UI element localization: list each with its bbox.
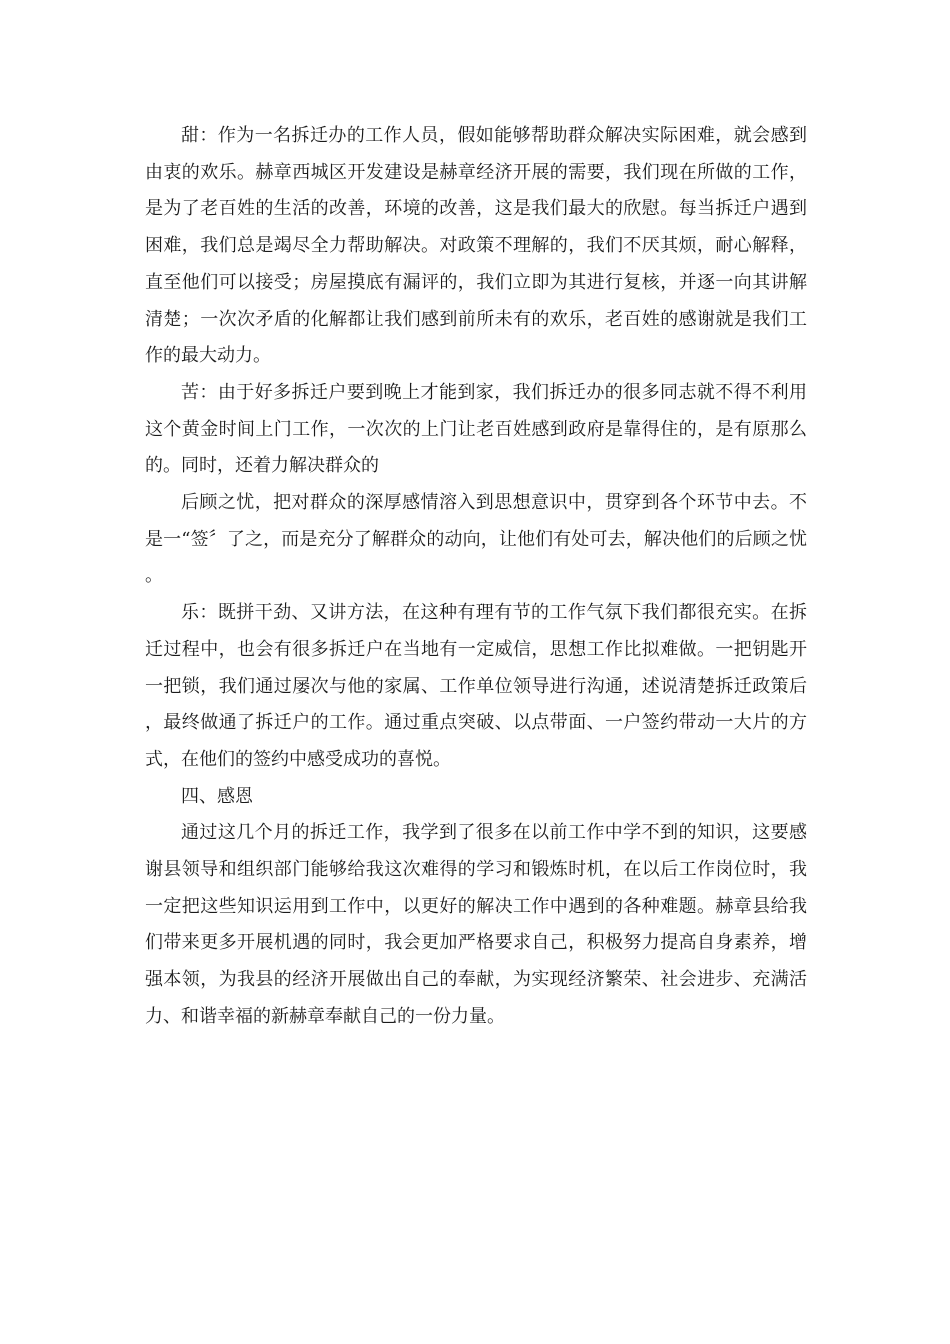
section-heading-gratitude: 四、感恩	[181, 785, 253, 807]
paragraph-bitter: 苦：由于好多拆迁户要到晚上才能到家，我们拆迁办的很多同志就不得不利用这个黄金时间上门工作，一次次的上门让老百姓感到政府是靠得住的，是有原那么的。同时，还着力解决群众的	[145, 381, 807, 477]
paragraph-gratitude: 通过这几个月的拆迁工作，我学到了很多在以前工作中学不到的知识，这要感谢县领导和组织部门能够给我这次难得的学习和锻炼时机，在以后工作岗位时，我一定把这些知识运用到工作中，以更好的解决工作中遇到的各种难题。赫章县给我们带来更多开展机遇的同时，我会更加严格要求自己，积极努力提高自身素养，增强本领，为我县的经济开展做出自己的奉献，为实现经济繁荣、社会进步、充满活力、和谐幸福的新赫章奉献自己的一份力量。	[145, 822, 807, 1027]
document-body	[145, 118, 807, 1036]
paragraph-bitter-continued: 后顾之忧，把对群众的深厚感情溶入到思想意识中，贯穿到各个环节中去。不是一“签〞了之，而是充分了解群众的动向，让他们有处可去，解决他们的后顾之忧。	[145, 492, 807, 587]
paragraph-sweet: 甜：作为一名拆迁办的工作人员，假如能够帮助群众解决实际困难，就会感到由衷的欢乐。赫章西城区开发建设是赫章经济开展的需要，我们现在所做的工作，是为了老百姓的生活的改善，环境的改善，这是我们最大的欣慰。每当拆迁户遇到困难，我们总是竭尽全力帮助解决。对政策不理解的，我们不厌其烦，耐心解释，直至他们可以接受；房屋摸底有漏评的，我们立即为其进行复核，并逐一向其讲解清楚；一次次矛盾的化解都让我们感到前所未有的欢乐，老百姓的感谢就是我们工作的最大动力。	[145, 125, 807, 367]
paragraph-joy: 乐：既拼干劲、又讲方法，在这种有理有节的工作气氛下我们都很充实。在拆迁过程中，也会有很多拆迁户在当地有一定威信，思想工作比拟难做。一把钥匙开一把锁，我们通过屡次与他的家属、工作单位领导进行沟通，述说清楚拆迁政策后，最终做通了拆迁户的工作。通过重点突破、以点带面、一户签约带动一大片的方式，在他们的签约中感受成功的喜悦。	[145, 602, 807, 770]
